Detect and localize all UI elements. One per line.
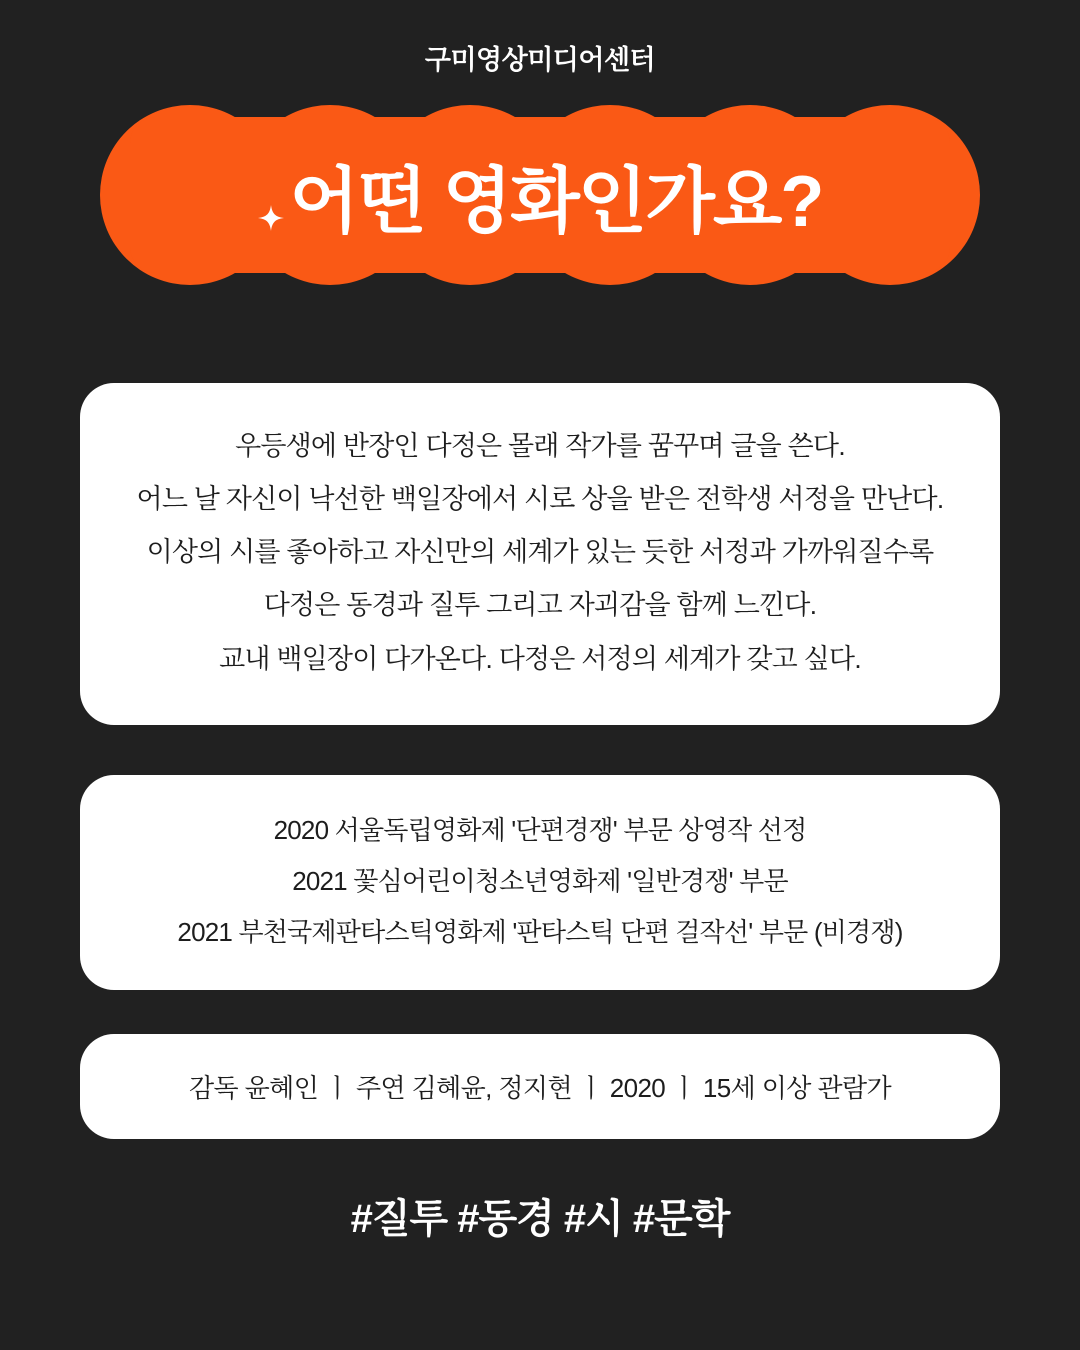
credits-card xyxy=(80,1034,1000,1139)
synopsis-line: 우등생에 반장인 다정은 몰래 작가를 꿈꾸며 글을 쓴다. xyxy=(235,431,845,461)
award-line: 2020 서울독립영화제 '단편경쟁' 부문 상영작 선정 xyxy=(273,814,807,845)
organization-name: 구미영상미디어센터 xyxy=(424,45,656,75)
synopsis-line: 교내 백일장이 다가온다. 다정은 서정의 세계가 갖고 싶다. xyxy=(219,643,861,674)
credits-line: 감독 윤혜인 ㅣ 주연 김혜윤, 정지현 ㅣ 2020 ㅣ 15세 이상 관람가 xyxy=(189,1072,891,1103)
award-line: 2021 꽃심어린이청소년영화제 '일반경쟁' 부문 xyxy=(292,865,788,896)
awards-card xyxy=(80,775,1000,990)
synopsis-line: 어느 날 자신이 낙선한 백일장에서 시로 상을 받은 전학생 서정을 만난다. xyxy=(136,484,944,515)
synopsis-card xyxy=(80,383,1000,725)
sparkle-icon xyxy=(258,166,284,192)
hashtag-list: #질투 #동경 #시 #문학 xyxy=(350,1196,730,1241)
award-line: 2021 부천국제판타스틱영화제 '판타스틱 단편 걸작선' 부문 (비경쟁) xyxy=(177,916,903,947)
poster-title-text: 어떤 영화인가요? xyxy=(289,162,823,242)
synopsis-line: 다정은 동경과 질투 그리고 자괴감을 함께 느낀다. xyxy=(263,590,817,621)
title-banner xyxy=(100,105,980,285)
poster-title xyxy=(100,105,980,285)
synopsis-line: 이상의 시를 좋아하고 자신만의 세계가 있는 듯한 서정과 가까워질수록 xyxy=(146,537,934,568)
